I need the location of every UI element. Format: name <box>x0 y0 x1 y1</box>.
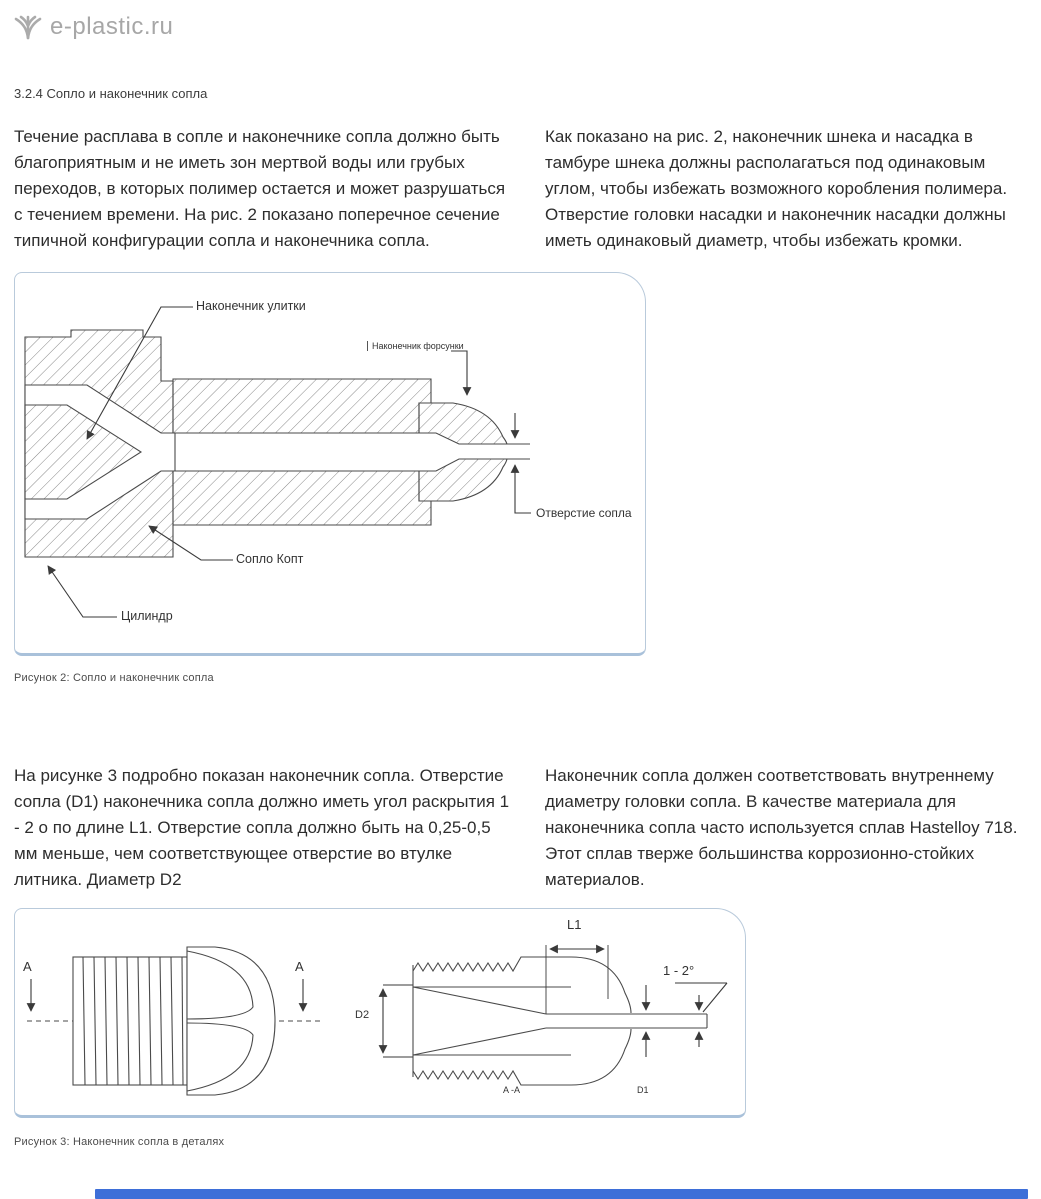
figure-2-caption: Рисунок 2: Сопло и наконечник сопла <box>14 672 214 684</box>
label-orifice: Отверстие сопла <box>536 506 632 520</box>
label-screw-tip: Наконечник улитки <box>196 299 306 313</box>
label-section-name: A -A <box>503 1085 521 1095</box>
paragraph-1-left: Течение расплава в сопле и наконечнике сопла должно быть благоприятным и не иметь зон мертвой воды или грубых переходов, в которых полимер остается и может разрушаться с течением времени. На рис. 2 показано поперечное сечение типичной конфигурации сопла и наконечника сопла. <box>14 127 506 250</box>
side-view-shape <box>27 947 323 1095</box>
paragraph-2-left: На рисунке 3 подробно показан наконечник сопла. Отверстие сопла (D1) наконечника сопла должно иметь угол раскрытия 1 - 2 о по длине L1. Отверстие сопла должно быть на 0,25-0,5 мм меньше, чем соответствующее отверстие во втулке литника. Диаметр D2 <box>14 766 510 889</box>
figure-3-drawing <box>15 909 744 1114</box>
nozzle-tip-shape <box>419 403 530 501</box>
paragraph-2-right: Наконечник сопла должен соответствовать внутреннему диаметру головки сопла. В качестве материала для наконечника сопла часто используется сплав Hastelloy 718. Этот сплав тверже большинства коррозионно-стойких материалов. <box>545 766 1018 889</box>
label-d1: D1 <box>637 1085 649 1095</box>
cylinder-block-shape <box>25 330 175 557</box>
bottom-scrollbar[interactable] <box>95 1189 1028 1199</box>
site-logo <box>12 12 173 42</box>
figure-3-panel <box>14 908 746 1118</box>
label-nozzle-body: Сопло Копт <box>236 552 304 566</box>
logo-icon <box>12 12 44 42</box>
nozzle-body-shape <box>173 379 431 525</box>
label-angle: 1 - 2° <box>663 963 695 978</box>
label-d2: D2 <box>355 1009 370 1021</box>
section-heading: 3.2.4 Сопло и наконечник сопла <box>14 86 208 101</box>
label-nozzle-tip: Наконечник форсунки <box>367 341 464 351</box>
figure-2-drawing <box>15 273 644 652</box>
figure-3-caption: Рисунок 3: Наконечник сопла в деталях <box>14 1136 225 1148</box>
figure-2-panel <box>14 272 646 656</box>
label-cylinder: Цилиндр <box>121 609 173 623</box>
label-section-a-left: A <box>23 959 32 974</box>
label-l1: L1 <box>567 917 582 932</box>
label-section-a-right: A <box>295 959 304 974</box>
paragraph-1-right: Как показано на рис. 2, наконечник шнека и насадка в тамбуре шнека должны располагаться под одинаковым углом, чтобы избежать возможного коробления полимера. Отверстие головки насадки и наконечник насадки должны иметь одинаковый диаметр, чтобы избежать кромки. <box>545 127 1008 250</box>
logo-text: e-plastic.ru <box>50 13 174 40</box>
section-view-annotations <box>546 945 727 1057</box>
